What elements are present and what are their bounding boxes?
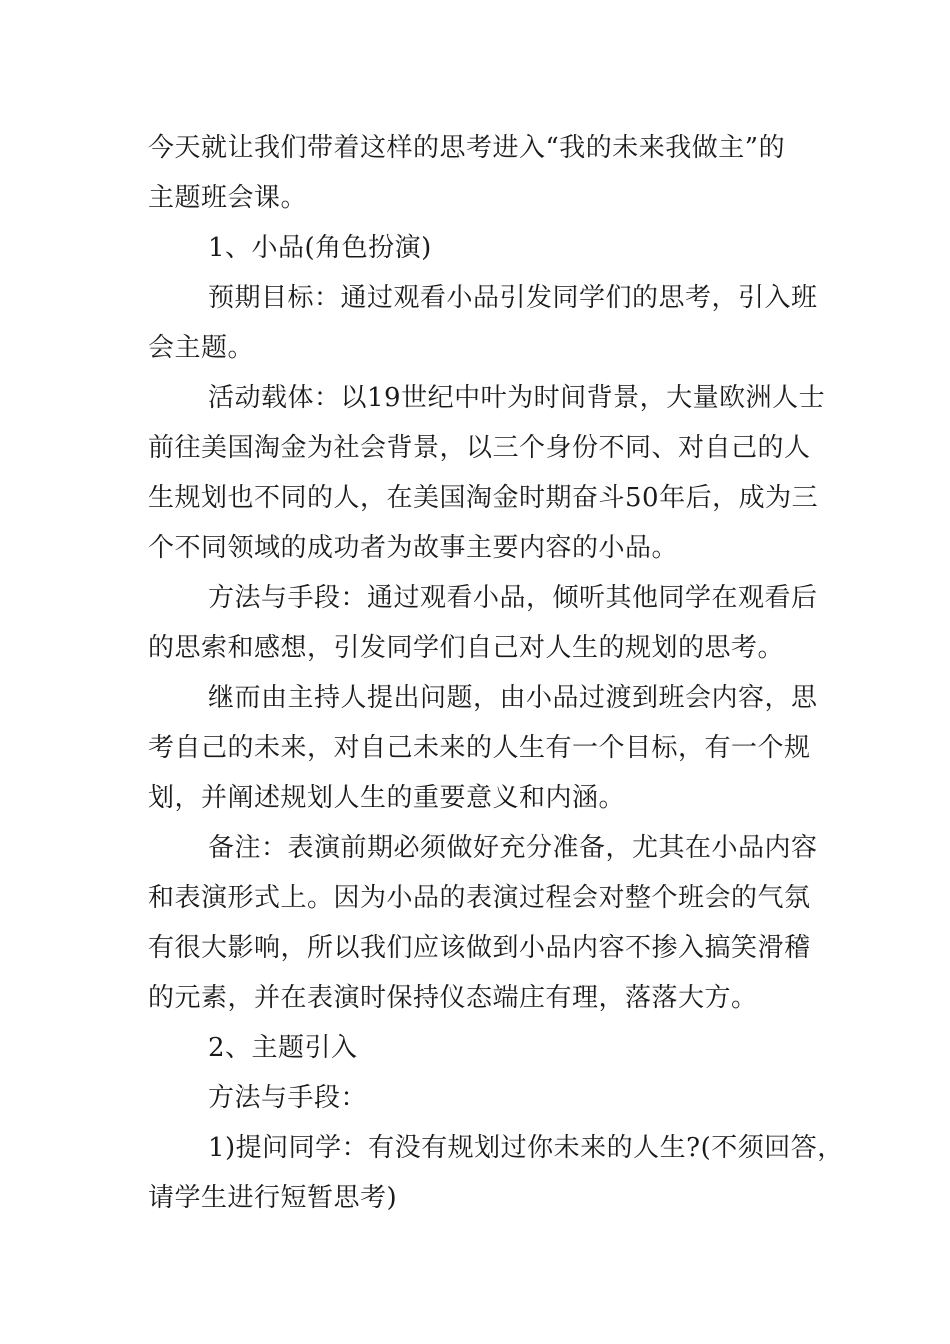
paragraph-expected-goal: [148, 273, 818, 373]
text-line: 方法与手段：通过观看小品，倾听其他同学在观看后: [208, 583, 818, 613]
text-line: 的思索和感想，引发同学们自己对人生的规划的思考。: [148, 633, 785, 663]
text-line: 1、小品(角色扮演): [208, 233, 432, 263]
text-line: 前往美国淘金为社会背景，以三个身份不同、对自己的人: [148, 433, 811, 463]
section-heading-theme-intro: [148, 1023, 808, 1073]
text-line: 个不同领域的成功者为故事主要内容的小品。: [148, 533, 679, 563]
text-line: 请学生进行短暂思考): [148, 1183, 398, 1213]
text-line: 生规划也不同的人，在美国淘金时期奋斗50年后，成为三: [148, 483, 819, 513]
paragraph-notes: [148, 823, 818, 1023]
paragraph-methods: [148, 573, 818, 673]
text-line: 会主题。: [148, 333, 255, 363]
paragraph-intro: [148, 123, 808, 223]
document-body: [148, 123, 844, 1223]
paragraph-question-students: [148, 1123, 844, 1223]
text-line: 预期目标：通过观看小品引发同学们的思考，引入班: [208, 283, 818, 313]
text-line: 今天就让我们带着这样的思考进入“我的未来我做主”的: [148, 133, 786, 163]
text-line: 和表演形式上。因为小品的表演过程会对整个班会的气氛: [148, 883, 811, 913]
text-line: 主题班会课。: [148, 183, 308, 213]
text-line: 继而由主持人提出问题，由小品过渡到班会内容，思: [208, 683, 818, 713]
text-line: 1)提问同学：有没有规划过你未来的人生?(不须回答，: [208, 1133, 844, 1163]
paragraph-methods-label: [148, 1073, 808, 1123]
text-line: 划，并阐述规划人生的重要意义和内涵。: [148, 783, 626, 813]
text-line: 有很大影响，所以我们应该做到小品内容不掺入搞笑滑稽: [148, 933, 811, 963]
section-heading-skit: [148, 223, 808, 273]
text-line: 备注：表演前期必须做好充分准备，尤其在小品内容: [208, 833, 818, 863]
paragraph-activity-carrier: [148, 373, 826, 573]
text-line: 活动载体：以19世纪中叶为时间背景，大量欧洲人士: [208, 383, 826, 413]
paragraph-host-question: [148, 673, 818, 823]
text-line: 考自己的未来，对自己未来的人生有一个目标，有一个规: [148, 733, 811, 763]
text-line: 2、主题引入: [208, 1033, 358, 1063]
text-line: 方法与手段：: [208, 1083, 368, 1113]
text-line: 的元素，并在表演时保持仪态端庄有理，落落大方。: [148, 983, 758, 1013]
